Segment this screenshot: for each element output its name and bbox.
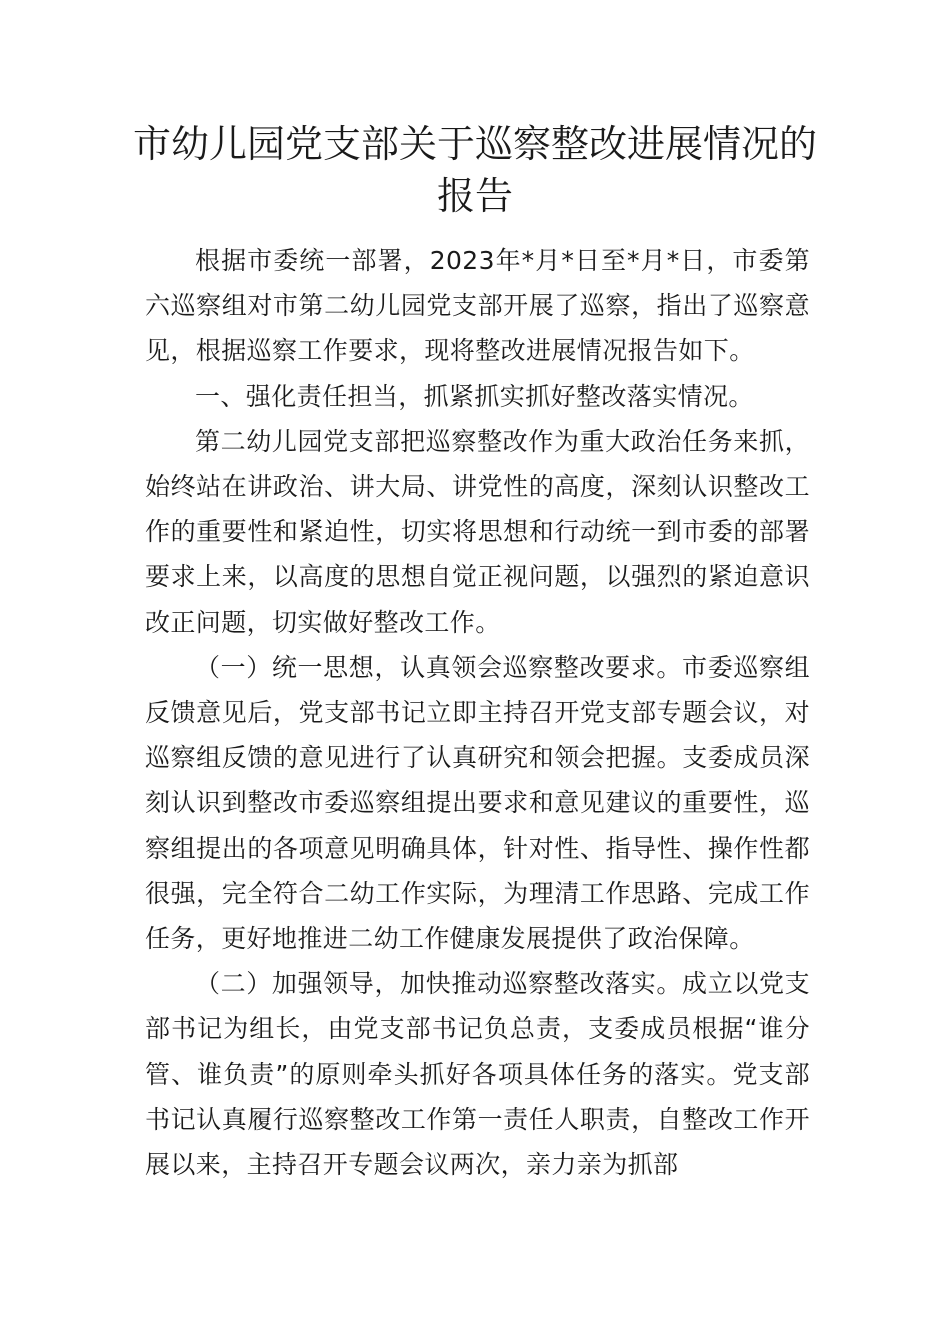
paragraph-subsection-1: （一）统一思想，认真领会巡察整改要求。市委巡察组反馈意见后，党支部书记立即主持召开党支部专题会议，对巡察组反馈的意见进行了认真研究和领会把握。支委成员深刻认识到整改市委巡察组提出要求和意见建议的重要性，巡察组提出的各项意见明确具体，针对性、指导性、操作性都很强，完全符合二幼工作实际，为理清工作思路、完成工作任务，更好地推进二幼工作健康发展提供了政治保障。 xyxy=(145,652,810,954)
paragraph-intro: 根据市委统一部署，2023年*月*日至*月*日，市委第六巡察组对市第二幼儿园党支部开展了巡察，指出了巡察意见，根据巡察工作要求，现将整改进展情况报告如下。 xyxy=(145,246,810,366)
document-title: 市幼儿园党支部关于巡察整改进展情况的报告 xyxy=(132,122,817,218)
document-body xyxy=(145,238,810,1187)
section-heading-1: 一、强化责任担当，抓紧抓实抓好整改落实情况。 xyxy=(195,381,754,411)
paragraph-subsection-2: （二）加强领导，加快推动巡察整改落实。成立以党支部书记为组长，由党支部书记负总责，支委成员根据“谁分管、谁负责”的原则牵头抓好各项具体任务的落实。党支部书记认真履行巡察整改工作第一责任人职责，自整改工作开展以来，主持召开专题会议两次，亲力亲为抓部 xyxy=(145,969,810,1180)
paragraph-overview: 第二幼儿园党支部把巡察整改作为重大政治任务来抓，始终站在讲政治、讲大局、讲党性的高度，深刻认识整改工作的重要性和紧迫性，切实将思想和行动统一到市委的部署要求上来，以高度的思想自觉正视问题，以强烈的紧迫意识改正问题，切实做好整改工作。 xyxy=(145,426,810,637)
